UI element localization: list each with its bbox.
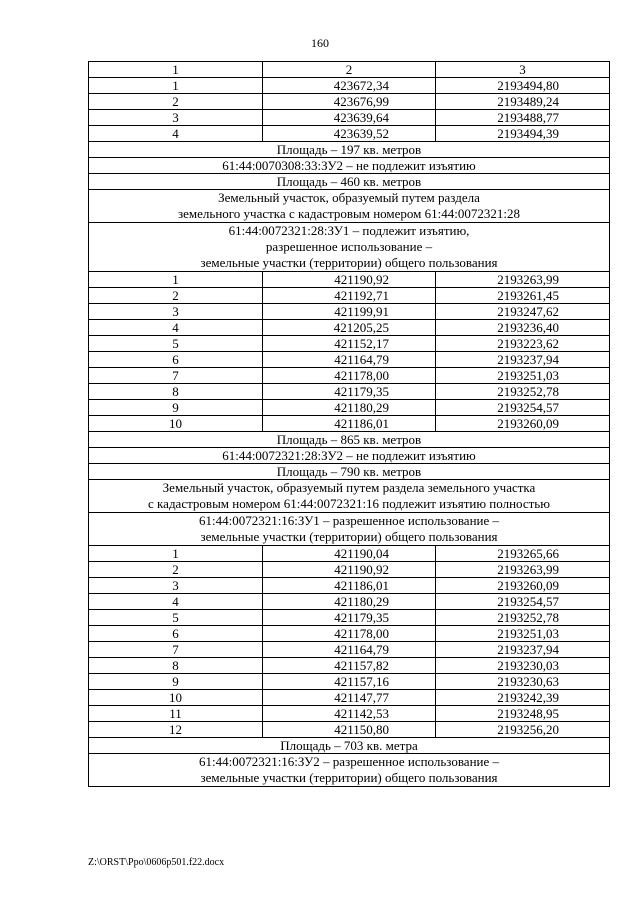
- coordinate-y: 2193237,94: [436, 352, 610, 368]
- coordinate-y: 2193237,94: [436, 642, 610, 658]
- table-row: [89, 513, 610, 546]
- footer-file-path: Z:\ORST\Ppo\0606p501.f22.docx: [88, 857, 225, 868]
- point-number: 4: [89, 594, 263, 610]
- table-row: [89, 480, 610, 513]
- coordinate-y: 2193494,80: [436, 78, 610, 94]
- coordinate-x: 421180,29: [263, 594, 436, 610]
- coordinate-y: 2193261,45: [436, 288, 610, 304]
- coordinate-x: 423639,52: [263, 126, 436, 142]
- table-row: [89, 464, 610, 480]
- coordinate-x: 421178,00: [263, 368, 436, 384]
- coordinate-y: 2193494,39: [436, 126, 610, 142]
- coordinate-y: 2193254,57: [436, 594, 610, 610]
- table-row: [89, 78, 610, 94]
- coordinate-x: 421190,92: [263, 272, 436, 288]
- coordinate-y: 2193263,99: [436, 562, 610, 578]
- table-row: [89, 174, 610, 190]
- column-header: 3: [436, 62, 610, 78]
- area-row: Площадь – 865 кв. метров: [89, 432, 610, 448]
- point-number: 3: [89, 578, 263, 594]
- coordinate-x: 421180,29: [263, 400, 436, 416]
- parcel-title-line: 61:44:0072321:16:ЗУ1 – разрешенное использование –: [198, 513, 500, 528]
- coordinate-x: 423676,99: [263, 94, 436, 110]
- point-number: 2: [89, 94, 263, 110]
- table-row: [89, 610, 610, 626]
- coordinate-y: 2193223,62: [436, 336, 610, 352]
- coordinate-y: 2193230,63: [436, 674, 610, 690]
- point-number: 8: [89, 658, 263, 674]
- parcel-title-line: 61:44:0072321:28:ЗУ1 – подлежит изъятию,: [228, 223, 470, 238]
- point-number: 1: [89, 546, 263, 562]
- table-row: [89, 738, 610, 754]
- table-row: [89, 722, 610, 738]
- parcel-title: 61:44:0072321:28:ЗУ2 – не подлежит изъятию: [89, 448, 610, 464]
- column-header: 1: [89, 62, 263, 78]
- point-number: 3: [89, 304, 263, 320]
- coordinate-x: 423672,34: [263, 78, 436, 94]
- coordinate-x: 421147,77: [263, 690, 436, 706]
- table-row: [89, 110, 610, 126]
- table-row: [89, 384, 610, 400]
- table-row: [89, 416, 610, 432]
- coordinate-y: 2193242,39: [436, 690, 610, 706]
- point-number: 6: [89, 626, 263, 642]
- table-row: [89, 594, 610, 610]
- table-row: [89, 658, 610, 674]
- coordinate-x: 421164,79: [263, 642, 436, 658]
- point-number: 12: [89, 722, 263, 738]
- parcel-title: [89, 754, 610, 787]
- table-row: [89, 562, 610, 578]
- coordinate-x: 421164,79: [263, 352, 436, 368]
- point-number: 1: [89, 78, 263, 94]
- coordinate-x: 421157,16: [263, 674, 436, 690]
- coordinate-y: 2193230,03: [436, 658, 610, 674]
- parcel-title-line: разрешенное использование –: [265, 239, 433, 254]
- coordinate-x: 421190,04: [263, 546, 436, 562]
- coordinate-y: 2193252,78: [436, 384, 610, 400]
- coordinate-y: 2193260,09: [436, 416, 610, 432]
- coordinate-y: 2193488,77: [436, 110, 610, 126]
- coordinate-x: 421190,92: [263, 562, 436, 578]
- area-row: Площадь – 460 кв. метров: [89, 174, 610, 190]
- coordinate-y: 2193247,62: [436, 304, 610, 320]
- table-row: [89, 546, 610, 562]
- coordinates-table: [88, 61, 610, 787]
- coordinate-x: 421199,91: [263, 304, 436, 320]
- area-row: Площадь – 703 кв. метра: [89, 738, 610, 754]
- parcel-title-line: земельные участки (территории) общего пользования: [200, 770, 498, 785]
- coordinate-x: 421179,35: [263, 384, 436, 400]
- coordinate-y: 2193489,24: [436, 94, 610, 110]
- coordinate-y: 2193263,99: [436, 272, 610, 288]
- coordinate-y: 2193236,40: [436, 320, 610, 336]
- table-row: [89, 352, 610, 368]
- table-row: [89, 336, 610, 352]
- table-row: [89, 626, 610, 642]
- point-number: 7: [89, 642, 263, 658]
- coordinate-x: 421152,17: [263, 336, 436, 352]
- table-row: [89, 320, 610, 336]
- section-heading: [89, 190, 610, 223]
- parcel-title: [89, 513, 610, 546]
- coordinate-y: 2193256,20: [436, 722, 610, 738]
- section-heading-line: с кадастровым номером 61:44:0072321:16 подлежит изъятию полностью: [148, 496, 550, 511]
- table-row: [89, 706, 610, 722]
- table-row: [89, 223, 610, 272]
- section-heading-line: Земельный участок, образуемый путем раздела земельного участка: [162, 480, 536, 495]
- table-row: [89, 142, 610, 158]
- table-row: [89, 690, 610, 706]
- section-heading-line: земельного участка с кадастровым номером 61:44:0072321:28: [178, 206, 520, 221]
- point-number: 10: [89, 690, 263, 706]
- table-row: [89, 400, 610, 416]
- coordinate-x: 421192,71: [263, 288, 436, 304]
- point-number: 6: [89, 352, 263, 368]
- area-row: Площадь – 790 кв. метров: [89, 464, 610, 480]
- coordinate-x: 421205,25: [263, 320, 436, 336]
- area-row: Площадь – 197 кв. метров: [89, 142, 610, 158]
- point-number: 3: [89, 110, 263, 126]
- coordinate-y: 2193251,03: [436, 626, 610, 642]
- table-row: [89, 642, 610, 658]
- point-number: 9: [89, 400, 263, 416]
- table-row: [89, 754, 610, 787]
- point-number: 2: [89, 562, 263, 578]
- coordinate-y: 2193252,78: [436, 610, 610, 626]
- coordinate-x: 421186,01: [263, 416, 436, 432]
- point-number: 2: [89, 288, 263, 304]
- table-row: [89, 432, 610, 448]
- table-row: [89, 190, 610, 223]
- section-heading: [89, 480, 610, 513]
- table-row: [89, 368, 610, 384]
- table-row: [89, 94, 610, 110]
- point-number: 7: [89, 368, 263, 384]
- coordinate-y: 2193260,09: [436, 578, 610, 594]
- table-header-row: [89, 62, 610, 78]
- point-number: 5: [89, 336, 263, 352]
- parcel-title-line: земельные участки (территории) общего пользования: [200, 529, 498, 544]
- coordinate-x: 421179,35: [263, 610, 436, 626]
- table-row: [89, 578, 610, 594]
- table-row: [89, 304, 610, 320]
- point-number: 4: [89, 126, 263, 142]
- table-row: [89, 126, 610, 142]
- coordinate-x: 423639,64: [263, 110, 436, 126]
- point-number: 11: [89, 706, 263, 722]
- coordinate-y: 2193248,95: [436, 706, 610, 722]
- table-row: [89, 272, 610, 288]
- point-number: 5: [89, 610, 263, 626]
- table-row: [89, 674, 610, 690]
- parcel-title: 61:44:0070308:33:ЗУ2 – не подлежит изъятию: [89, 158, 610, 174]
- coordinate-x: 421178,00: [263, 626, 436, 642]
- coordinate-x: 421150,80: [263, 722, 436, 738]
- coordinate-x: 421186,01: [263, 578, 436, 594]
- coordinate-y: 2193265,66: [436, 546, 610, 562]
- point-number: 4: [89, 320, 263, 336]
- parcel-title-line: 61:44:0072321:16:ЗУ2 – разрешенное использование –: [198, 754, 500, 769]
- parcel-title-line: земельные участки (территории) общего пользования: [200, 255, 498, 270]
- point-number: 9: [89, 674, 263, 690]
- table-row: [89, 158, 610, 174]
- section-heading-line: Земельный участок, образуемый путем раздела: [218, 190, 480, 205]
- table-row: [89, 448, 610, 464]
- table-row: [89, 288, 610, 304]
- column-header: 2: [263, 62, 436, 78]
- point-number: 1: [89, 272, 263, 288]
- point-number: 8: [89, 384, 263, 400]
- coordinate-y: 2193254,57: [436, 400, 610, 416]
- point-number: 10: [89, 416, 263, 432]
- coordinate-x: 421157,82: [263, 658, 436, 674]
- parcel-title: [89, 223, 610, 272]
- coordinate-x: 421142,53: [263, 706, 436, 722]
- coordinate-y: 2193251,03: [436, 368, 610, 384]
- page-number: 160: [311, 36, 329, 50]
